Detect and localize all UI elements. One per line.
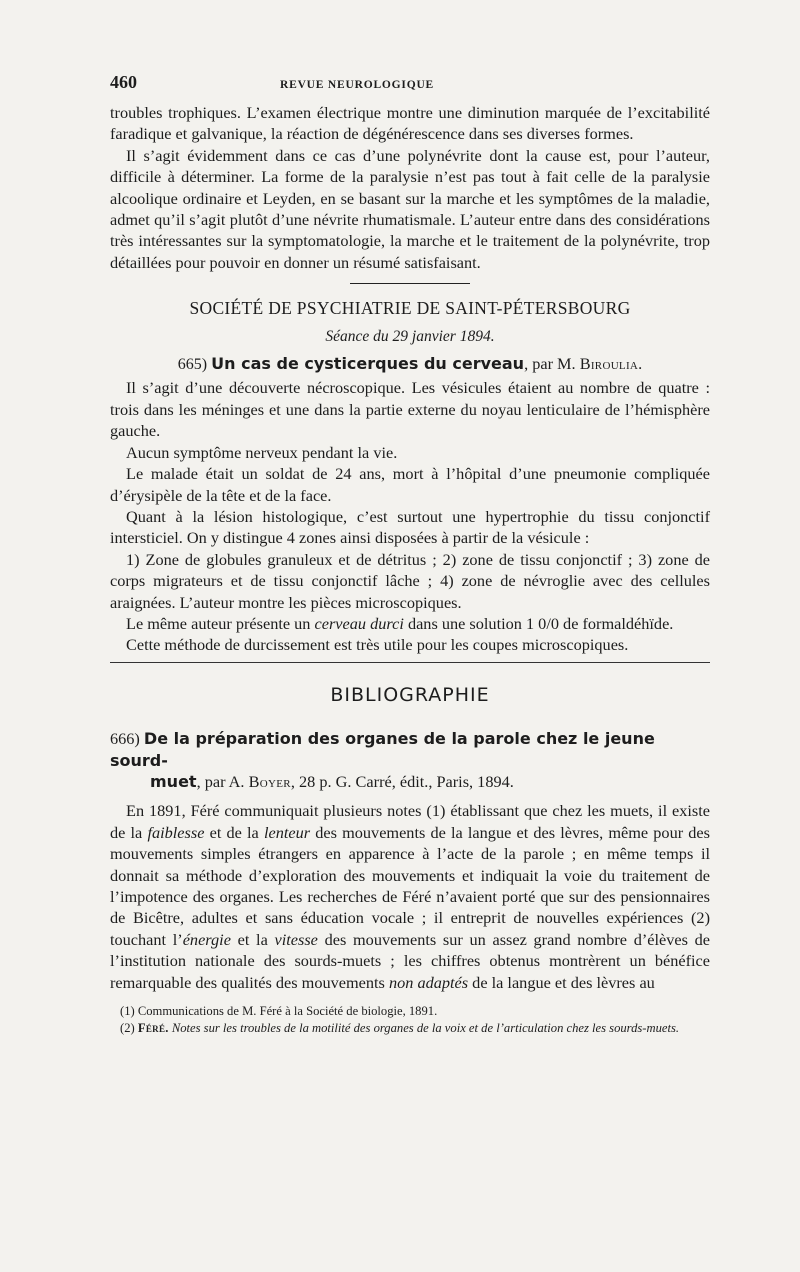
emphasis: cerveau durci	[314, 613, 404, 633]
article-title-end: muet	[150, 771, 197, 791]
article-665-paragraph	[110, 613, 710, 634]
footnote-text: Notes sur les troubles de la motilité des organes de la voix et de l’articulation chez les sourds-muets.	[168, 1021, 680, 1036]
running-header	[110, 72, 710, 102]
article-665-paragraph: Quant à la lésion histologique, c’est surtout une hypertrophie du tissu conjonctif intersticiel. On y distingue 4 zones ainsi disposées à partir de la vésicule :	[110, 506, 710, 548]
text-run: des mouvements de la langue et des lèvres, même pour des mouvements simples étrangers en apparence à l’acte de la parole ; en même temps il donnait sa méthode d’exploration des mouvements et indiquait la voie du traitement de l’impotence des organes. Les recherches de Féré n’avaient porté que sur des pensionnaires de Bicêtre, adultes et sans éducation vocale ; il entreprit de nouvelles expériences (2) touchant l’	[110, 822, 710, 949]
emphasis: faiblesse	[147, 822, 205, 842]
article-by: , par M.	[524, 354, 576, 374]
article-by: , par A.	[196, 771, 245, 791]
text-run: et la	[230, 929, 275, 949]
seance-date: Séance du 29 janvier 1894.	[325, 327, 495, 345]
article-665-paragraph: Cette méthode de durcissement est très utile pour les coupes microscopiques.	[126, 635, 629, 655]
footnote-label: (2)	[120, 1021, 138, 1036]
journal-title: REVUE NEUROLOGIQUE	[280, 79, 435, 91]
section-divider	[350, 283, 470, 284]
article-title: Un cas de cysticerques du cerveau	[211, 354, 525, 374]
footnote-author: Féré.	[137, 1021, 169, 1036]
article-author: Biroulia	[579, 354, 639, 374]
text-run: et de la	[204, 822, 264, 842]
article-author: Boyer	[248, 771, 291, 791]
text-run: Le même auteur présente un	[126, 613, 315, 633]
article-665-paragraph: Aucun symptôme nerveux pendant la vie.	[126, 442, 398, 462]
text-run: des mouvements sur un assez grand nombre d’élèves de l’institution nationale des sourds-muets ; les chiffres obtenus montrèrent un bénéfice remarquable des qualités des mouvements	[110, 929, 711, 992]
article-details: , 28 p. G. Carré, édit., Paris, 1894.	[290, 771, 514, 791]
emphasis: non adaptés	[388, 972, 469, 992]
society-heading: SOCIÉTÉ DE PSYCHIATRIE DE SAINT-PÉTERSBOURG	[189, 298, 631, 319]
article-665-paragraph: Il s’agit d’une découverte nécroscopique. Les vésicules étaient au nombre de quatre : trois dans les méninges et une dans la partie externe du noyau lenticulaire de l’hémisphère gauche.	[110, 378, 710, 441]
footnote-1: (1) Communications de M. Féré à la Société de biologie, 1891.	[120, 1004, 438, 1019]
article-666-heading	[110, 728, 710, 792]
article-number: 665)	[177, 356, 208, 374]
emphasis: énergie	[182, 929, 231, 949]
article-title-continuation	[110, 771, 710, 792]
bibliography-heading: BIBLIOGRAPHIE	[330, 683, 490, 706]
emphasis: vitesse	[274, 929, 318, 949]
text-run: En 1891, Féré communiquait plusieurs notes (1) établissant que chez les muets, il existe de la	[110, 801, 710, 842]
page-number: 460	[110, 72, 137, 92]
text-run: dans une solution 1 0/0 de formaldéhïde.	[403, 613, 674, 633]
text-run: de la langue et des lèvres au	[468, 972, 655, 992]
article-number: 666)	[110, 729, 140, 749]
article-665-paragraph: 1) Zone de globules granuleux et de détritus ; 2) zone de tissu conjonctif ; 3) zone de corps migrateurs et de tissu conjonctif lâche ; 4) zone de névroglie avec des cellules araignées. L’auteur montre les pièces microscopiques.	[110, 549, 710, 612]
section-divider-long	[110, 662, 710, 663]
article-665-heading: 665) Un cas de cysticerques du cerveau, par M. Biroulia.	[177, 354, 643, 374]
intro-paragraph-1: troubles trophiques. L’examen électrique montre une diminution marquée de l’excitabilité faradique et galvanique, la réaction de dégénérescence dans ses diverses formes.	[110, 103, 710, 144]
emphasis: lenteur	[263, 822, 311, 842]
article-665-paragraph: Le malade était un soldat de 24 ans, mort à l’hôpital d’une pneumonie compliquée d’érysipèle de la tête et de la face.	[110, 464, 710, 505]
intro-paragraph-2: Il s’agit évidemment dans ce cas d’une polynévrite dont la cause est, pour l’auteur, difficile à déterminer. La forme de la paralysie n’est pas tout à fait celle de la paralysie alcoolique ordinaire et Leyden, en se basant sur la marche et les symptômes de la maladie, admet qu’il s’agit plutôt d’une névrite rhumatismale. L’auteur entre dans des considérations très intéressantes sur la symptomatologie, la marche et le traitement de la polynévrite, trop détaillées pour pouvoir en donner un résumé satisfaisant.	[110, 145, 710, 272]
footnotes	[110, 1003, 710, 1037]
footnote-2	[110, 1020, 710, 1037]
article-title: De la préparation des organes de la parole chez le jeune sourd-	[110, 729, 655, 770]
page	[110, 72, 710, 1037]
article-666-paragraph	[110, 800, 710, 993]
